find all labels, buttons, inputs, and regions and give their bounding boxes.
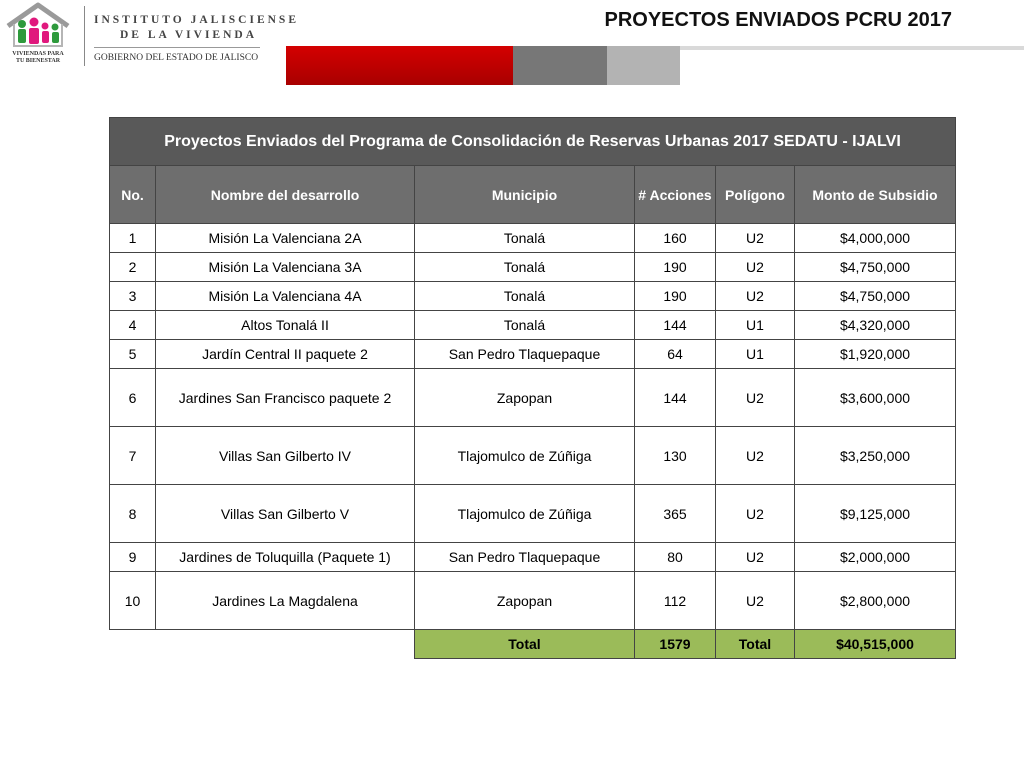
institute-name-line1: INSTITUTO JALISCIENSE xyxy=(94,14,299,26)
header-band-gray-dark xyxy=(513,46,607,85)
table-row xyxy=(110,543,956,572)
cell-poligono: U2 xyxy=(716,543,795,572)
institute-name-line2: DE LA VIVIENDA xyxy=(120,29,258,41)
cell-acciones: 160 xyxy=(635,224,716,253)
cell-monto: $4,750,000 xyxy=(795,253,956,282)
column-header-poligono: Polígono xyxy=(716,166,795,224)
cell-no: 6 xyxy=(110,369,156,427)
table-row xyxy=(110,282,956,311)
cell-poligono: U1 xyxy=(716,311,795,340)
cell-acciones: 144 xyxy=(635,369,716,427)
cell-municipio: Tlajomulco de Zúñiga xyxy=(415,427,635,485)
table-total-row xyxy=(110,630,956,659)
cell-name: Misión La Valenciana 2A xyxy=(156,224,415,253)
cell-municipio: San Pedro Tlaquepaque xyxy=(415,340,635,369)
logo-tagline-2: TU BIENESTAR xyxy=(15,58,61,64)
cell-monto: $4,000,000 xyxy=(795,224,956,253)
cell-municipio: Tonalá xyxy=(415,253,635,282)
cell-name: Jardines San Francisco paquete 2 xyxy=(156,369,415,427)
house-family-icon xyxy=(0,0,78,52)
cell-no: 10 xyxy=(110,572,156,630)
cell-monto: $4,320,000 xyxy=(795,311,956,340)
header-band-gray-light xyxy=(607,46,680,85)
total-acciones: 1579 xyxy=(635,630,716,659)
cell-no: 2 xyxy=(110,253,156,282)
cell-no: 8 xyxy=(110,485,156,543)
cell-poligono: U2 xyxy=(716,224,795,253)
cell-name: Jardines La Magdalena xyxy=(156,572,415,630)
table-row xyxy=(110,427,956,485)
cell-monto: $3,600,000 xyxy=(795,369,956,427)
cell-municipio: Tonalá xyxy=(415,282,635,311)
page-title: PROYECTOS ENVIADOS PCRU 2017 xyxy=(604,9,952,31)
cell-acciones: 365 xyxy=(635,485,716,543)
cell-name: Misión La Valenciana 3A xyxy=(156,253,415,282)
total-monto: $40,515,000 xyxy=(795,630,956,659)
cell-poligono: U2 xyxy=(716,369,795,427)
cell-poligono: U1 xyxy=(716,340,795,369)
total-label: Total xyxy=(415,630,635,659)
table-row xyxy=(110,340,956,369)
cell-name: Jardines de Toluquilla (Paquete 1) xyxy=(156,543,415,572)
projects-table xyxy=(109,117,956,659)
table-row xyxy=(110,253,956,282)
cell-no: 3 xyxy=(110,282,156,311)
institute-underline xyxy=(94,47,260,48)
table-row xyxy=(110,369,956,427)
ijalvi-logo xyxy=(0,0,78,72)
cell-name: Villas San Gilberto IV xyxy=(156,427,415,485)
column-header-monto: Monto de Subsidio xyxy=(795,166,956,224)
cell-poligono: U2 xyxy=(716,427,795,485)
table-caption: Proyectos Enviados del Programa de Consolidación de Reservas Urbanas 2017 SEDATU - IJALVI xyxy=(110,118,956,166)
cell-monto: $2,800,000 xyxy=(795,572,956,630)
cell-monto: $9,125,000 xyxy=(795,485,956,543)
cell-monto: $1,920,000 xyxy=(795,340,956,369)
cell-no: 7 xyxy=(110,427,156,485)
cell-poligono: U2 xyxy=(716,253,795,282)
cell-acciones: 130 xyxy=(635,427,716,485)
cell-municipio: Tonalá xyxy=(415,224,635,253)
table-row xyxy=(110,572,956,630)
cell-poligono: U2 xyxy=(716,485,795,543)
column-header-name: Nombre del desarrollo xyxy=(156,166,415,224)
cell-name: Altos Tonalá II xyxy=(156,311,415,340)
cell-monto: $4,750,000 xyxy=(795,282,956,311)
cell-poligono: U2 xyxy=(716,572,795,630)
cell-name: Misión La Valenciana 4A xyxy=(156,282,415,311)
cell-no: 4 xyxy=(110,311,156,340)
cell-poligono: U2 xyxy=(716,282,795,311)
total-label-2: Total xyxy=(716,630,795,659)
cell-municipio: Tonalá xyxy=(415,311,635,340)
total-row-spacer xyxy=(110,630,415,659)
header-band-red xyxy=(286,46,513,85)
cell-acciones: 80 xyxy=(635,543,716,572)
cell-municipio: Zapopan xyxy=(415,572,635,630)
cell-acciones: 190 xyxy=(635,253,716,282)
cell-monto: $2,000,000 xyxy=(795,543,956,572)
logo-tagline-1: VIVIENDAS PARA xyxy=(12,51,64,57)
cell-municipio: Tlajomulco de Zúñiga xyxy=(415,485,635,543)
table-row xyxy=(110,224,956,253)
column-header-no: No. xyxy=(110,166,156,224)
column-header-acciones: # Acciones xyxy=(635,166,716,224)
cell-municipio: Zapopan xyxy=(415,369,635,427)
table-header-row xyxy=(110,166,956,224)
cell-name: Villas San Gilberto V xyxy=(156,485,415,543)
header-band-line xyxy=(680,46,1024,50)
logo-divider xyxy=(84,6,85,66)
table-row xyxy=(110,485,956,543)
government-name: GOBIERNO DEL ESTADO DE JALISCO xyxy=(94,53,259,63)
column-header-municipio: Municipio xyxy=(415,166,635,224)
cell-acciones: 190 xyxy=(635,282,716,311)
cell-acciones: 144 xyxy=(635,311,716,340)
cell-acciones: 64 xyxy=(635,340,716,369)
cell-no: 5 xyxy=(110,340,156,369)
cell-name: Jardín Central II paquete 2 xyxy=(156,340,415,369)
cell-acciones: 112 xyxy=(635,572,716,630)
cell-no: 9 xyxy=(110,543,156,572)
table-row xyxy=(110,311,956,340)
cell-no: 1 xyxy=(110,224,156,253)
cell-municipio: San Pedro Tlaquepaque xyxy=(415,543,635,572)
cell-monto: $3,250,000 xyxy=(795,427,956,485)
